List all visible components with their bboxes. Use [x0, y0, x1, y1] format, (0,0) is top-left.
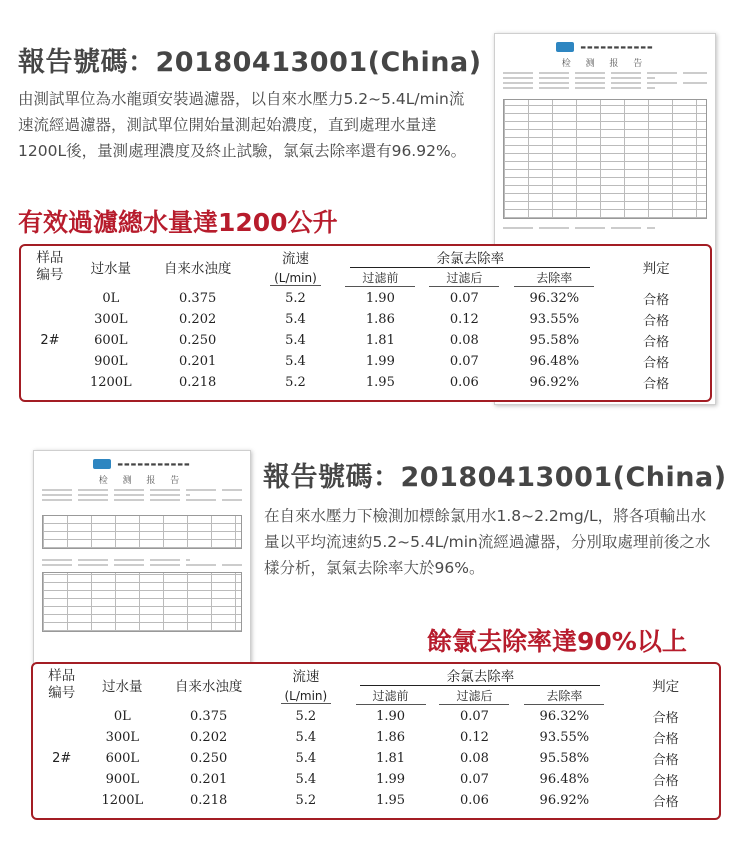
turbidity-cell: 0.202 — [179, 312, 217, 327]
before-cell: 1.95 — [365, 375, 395, 390]
before-cell: 1.90 — [376, 709, 406, 724]
rate-cell: 96.92% — [529, 375, 580, 390]
volume-cell: 300L — [94, 312, 128, 327]
judge-cell: 合格 — [643, 335, 670, 350]
col-volume: 过水量 — [90, 261, 132, 277]
judge-cell: 合格 — [643, 356, 670, 371]
sample-id-cell: 2# — [52, 751, 72, 766]
results-table-1 — [19, 244, 712, 402]
col-sample-id: 样品 编号 — [48, 668, 76, 701]
report-items-grid — [42, 515, 242, 549]
col-flow: 流速 — [281, 251, 309, 267]
lab-logo — [93, 459, 111, 469]
rate-cell: 96.32% — [539, 709, 590, 724]
before-cell: 1.90 — [365, 291, 395, 306]
table-row — [21, 372, 710, 393]
turbidity-cell: 0.201 — [179, 354, 217, 369]
volume-cell: 0L — [102, 291, 120, 306]
volume-cell: 600L — [105, 751, 140, 766]
test-description: 由測試單位為水龍頭安裝過濾器，以自來水壓力5.2~5.4L/min流速流經過濾器，測試單位開始量測起始濃度，直到處理水量達1200L後，量測處理濃度及終止試驗，氯氣去除率還有96.92%。 — [18, 90, 467, 160]
col-rate: 去除率 — [516, 686, 612, 706]
volume-cell: 1200L — [89, 375, 132, 390]
judge-cell: 合格 — [643, 314, 670, 329]
col-turbidity: 自来水浊度 — [163, 261, 232, 277]
flow-cell: 5.4 — [285, 312, 306, 327]
volume-cell: 300L — [105, 730, 140, 745]
turbidity-cell: 0.250 — [190, 751, 228, 766]
col-volume: 过水量 — [102, 679, 143, 695]
flow-cell: 5.4 — [295, 730, 317, 745]
table-row — [21, 351, 710, 372]
turbidity-cell: 0.218 — [179, 375, 217, 390]
flow-cell: 5.4 — [285, 333, 306, 348]
table-row — [33, 706, 719, 727]
volume-cell: 600L — [94, 333, 128, 348]
col-judge: 判定 — [652, 679, 680, 695]
rate-cell: 96.92% — [539, 793, 590, 808]
table-row — [33, 727, 719, 748]
before-cell: 1.81 — [376, 751, 406, 766]
judge-cell: 合格 — [652, 732, 679, 747]
col-after: 过滤后 — [422, 268, 506, 288]
sample-id-cell: 2# — [40, 333, 60, 348]
flow-cell: 5.2 — [285, 375, 306, 390]
rate-cell: 95.58% — [529, 333, 580, 348]
report-document-thumbnail-2 — [33, 450, 251, 670]
turbidity-cell: 0.218 — [190, 793, 228, 808]
col-flow-unit: (L/min) — [263, 686, 349, 706]
report-result-grid — [42, 572, 242, 632]
table-row — [33, 769, 719, 790]
before-cell: 1.95 — [376, 793, 406, 808]
col-before: 过滤前 — [338, 268, 422, 288]
rate-cell: 96.32% — [529, 291, 580, 306]
flow-cell: 5.2 — [285, 291, 306, 306]
col-flow: 流速 — [292, 669, 320, 685]
judge-cell: 合格 — [652, 774, 679, 789]
before-cell: 1.81 — [365, 333, 395, 348]
rate-cell: 96.48% — [529, 354, 580, 369]
after-cell: 0.08 — [449, 333, 479, 348]
before-cell: 1.99 — [365, 354, 395, 369]
judge-cell: 合格 — [652, 711, 679, 726]
lab-name: ▬▬▬▬▬▬▬▬▬▬▬ — [117, 460, 191, 468]
table-row — [33, 790, 719, 811]
volume-cell: 0L — [113, 709, 131, 724]
before-cell: 1.99 — [376, 772, 406, 787]
flow-cell: 5.4 — [295, 751, 317, 766]
after-cell: 0.12 — [459, 730, 489, 745]
table-row — [33, 748, 719, 769]
judge-cell: 合格 — [643, 293, 670, 308]
judge-cell: 合格 — [643, 377, 670, 392]
col-turbidity: 自来水浊度 — [174, 679, 243, 695]
report-number-heading: 報告號碼：20180413001(China) — [18, 47, 482, 78]
after-cell: 0.07 — [449, 291, 479, 306]
col-after: 过滤后 — [433, 686, 517, 706]
col-before: 过滤前 — [349, 686, 433, 706]
results-table-2 — [31, 662, 721, 820]
judge-cell: 合格 — [652, 753, 679, 768]
before-cell: 1.86 — [376, 730, 406, 745]
after-cell: 0.08 — [459, 751, 489, 766]
report-result-grid — [503, 99, 707, 219]
chlorine-removal-highlight: 餘氯去除率達90%以上 — [427, 627, 687, 656]
volume-cell: 900L — [105, 772, 140, 787]
flow-cell: 5.4 — [285, 354, 306, 369]
table-row — [21, 288, 710, 309]
turbidity-cell: 0.375 — [190, 709, 228, 724]
test-description-2: 在自來水壓力下檢測加標餘氯用水1.8~2.2mg/L，將各項輸出水量以平均流速約5.2~5.4L/min流經過濾器，分別取處理前後之水樣分析，氯氣去除率大於96%。 — [264, 507, 711, 577]
turbidity-cell: 0.250 — [179, 333, 217, 348]
lab-name: ▬▬▬▬▬▬▬▬▬▬▬ — [580, 43, 654, 51]
total-volume-highlight: 有效過濾總水量達1200公升 — [18, 208, 338, 237]
after-cell: 0.12 — [449, 312, 479, 327]
report-title: 检 测 报 告 — [98, 476, 186, 486]
after-cell: 0.07 — [449, 354, 479, 369]
after-cell: 0.07 — [459, 772, 489, 787]
report-title: 检 测 报 告 — [561, 59, 649, 69]
rate-cell: 93.55% — [539, 730, 590, 745]
rate-cell: 96.48% — [539, 772, 590, 787]
rate-cell: 95.58% — [539, 751, 590, 766]
after-cell: 0.06 — [449, 375, 479, 390]
volume-cell: 900L — [94, 354, 128, 369]
table-row — [21, 330, 710, 351]
table-row — [21, 309, 710, 330]
turbidity-cell: 0.201 — [190, 772, 228, 787]
after-cell: 0.06 — [459, 793, 489, 808]
judge-cell: 合格 — [652, 795, 679, 810]
col-chlorine-removal: 余氯去除率 — [338, 246, 602, 268]
col-flow-unit: (L/min) — [253, 268, 339, 288]
flow-cell: 5.2 — [295, 709, 317, 724]
flow-cell: 5.4 — [295, 772, 317, 787]
col-judge: 判定 — [642, 261, 670, 277]
rate-cell: 93.55% — [529, 312, 580, 327]
flow-cell: 5.2 — [295, 793, 317, 808]
turbidity-cell: 0.202 — [190, 730, 228, 745]
before-cell: 1.86 — [365, 312, 395, 327]
col-rate: 去除率 — [506, 268, 602, 288]
after-cell: 0.07 — [459, 709, 489, 724]
col-chlorine-removal: 余氯去除率 — [349, 664, 613, 686]
lab-logo — [556, 42, 574, 52]
report-number-heading-2: 報告號碼：20180413001(China) — [263, 462, 727, 493]
volume-cell: 1200L — [101, 793, 144, 808]
turbidity-cell: 0.375 — [179, 291, 217, 306]
col-sample-id: 样品 编号 — [36, 250, 64, 283]
